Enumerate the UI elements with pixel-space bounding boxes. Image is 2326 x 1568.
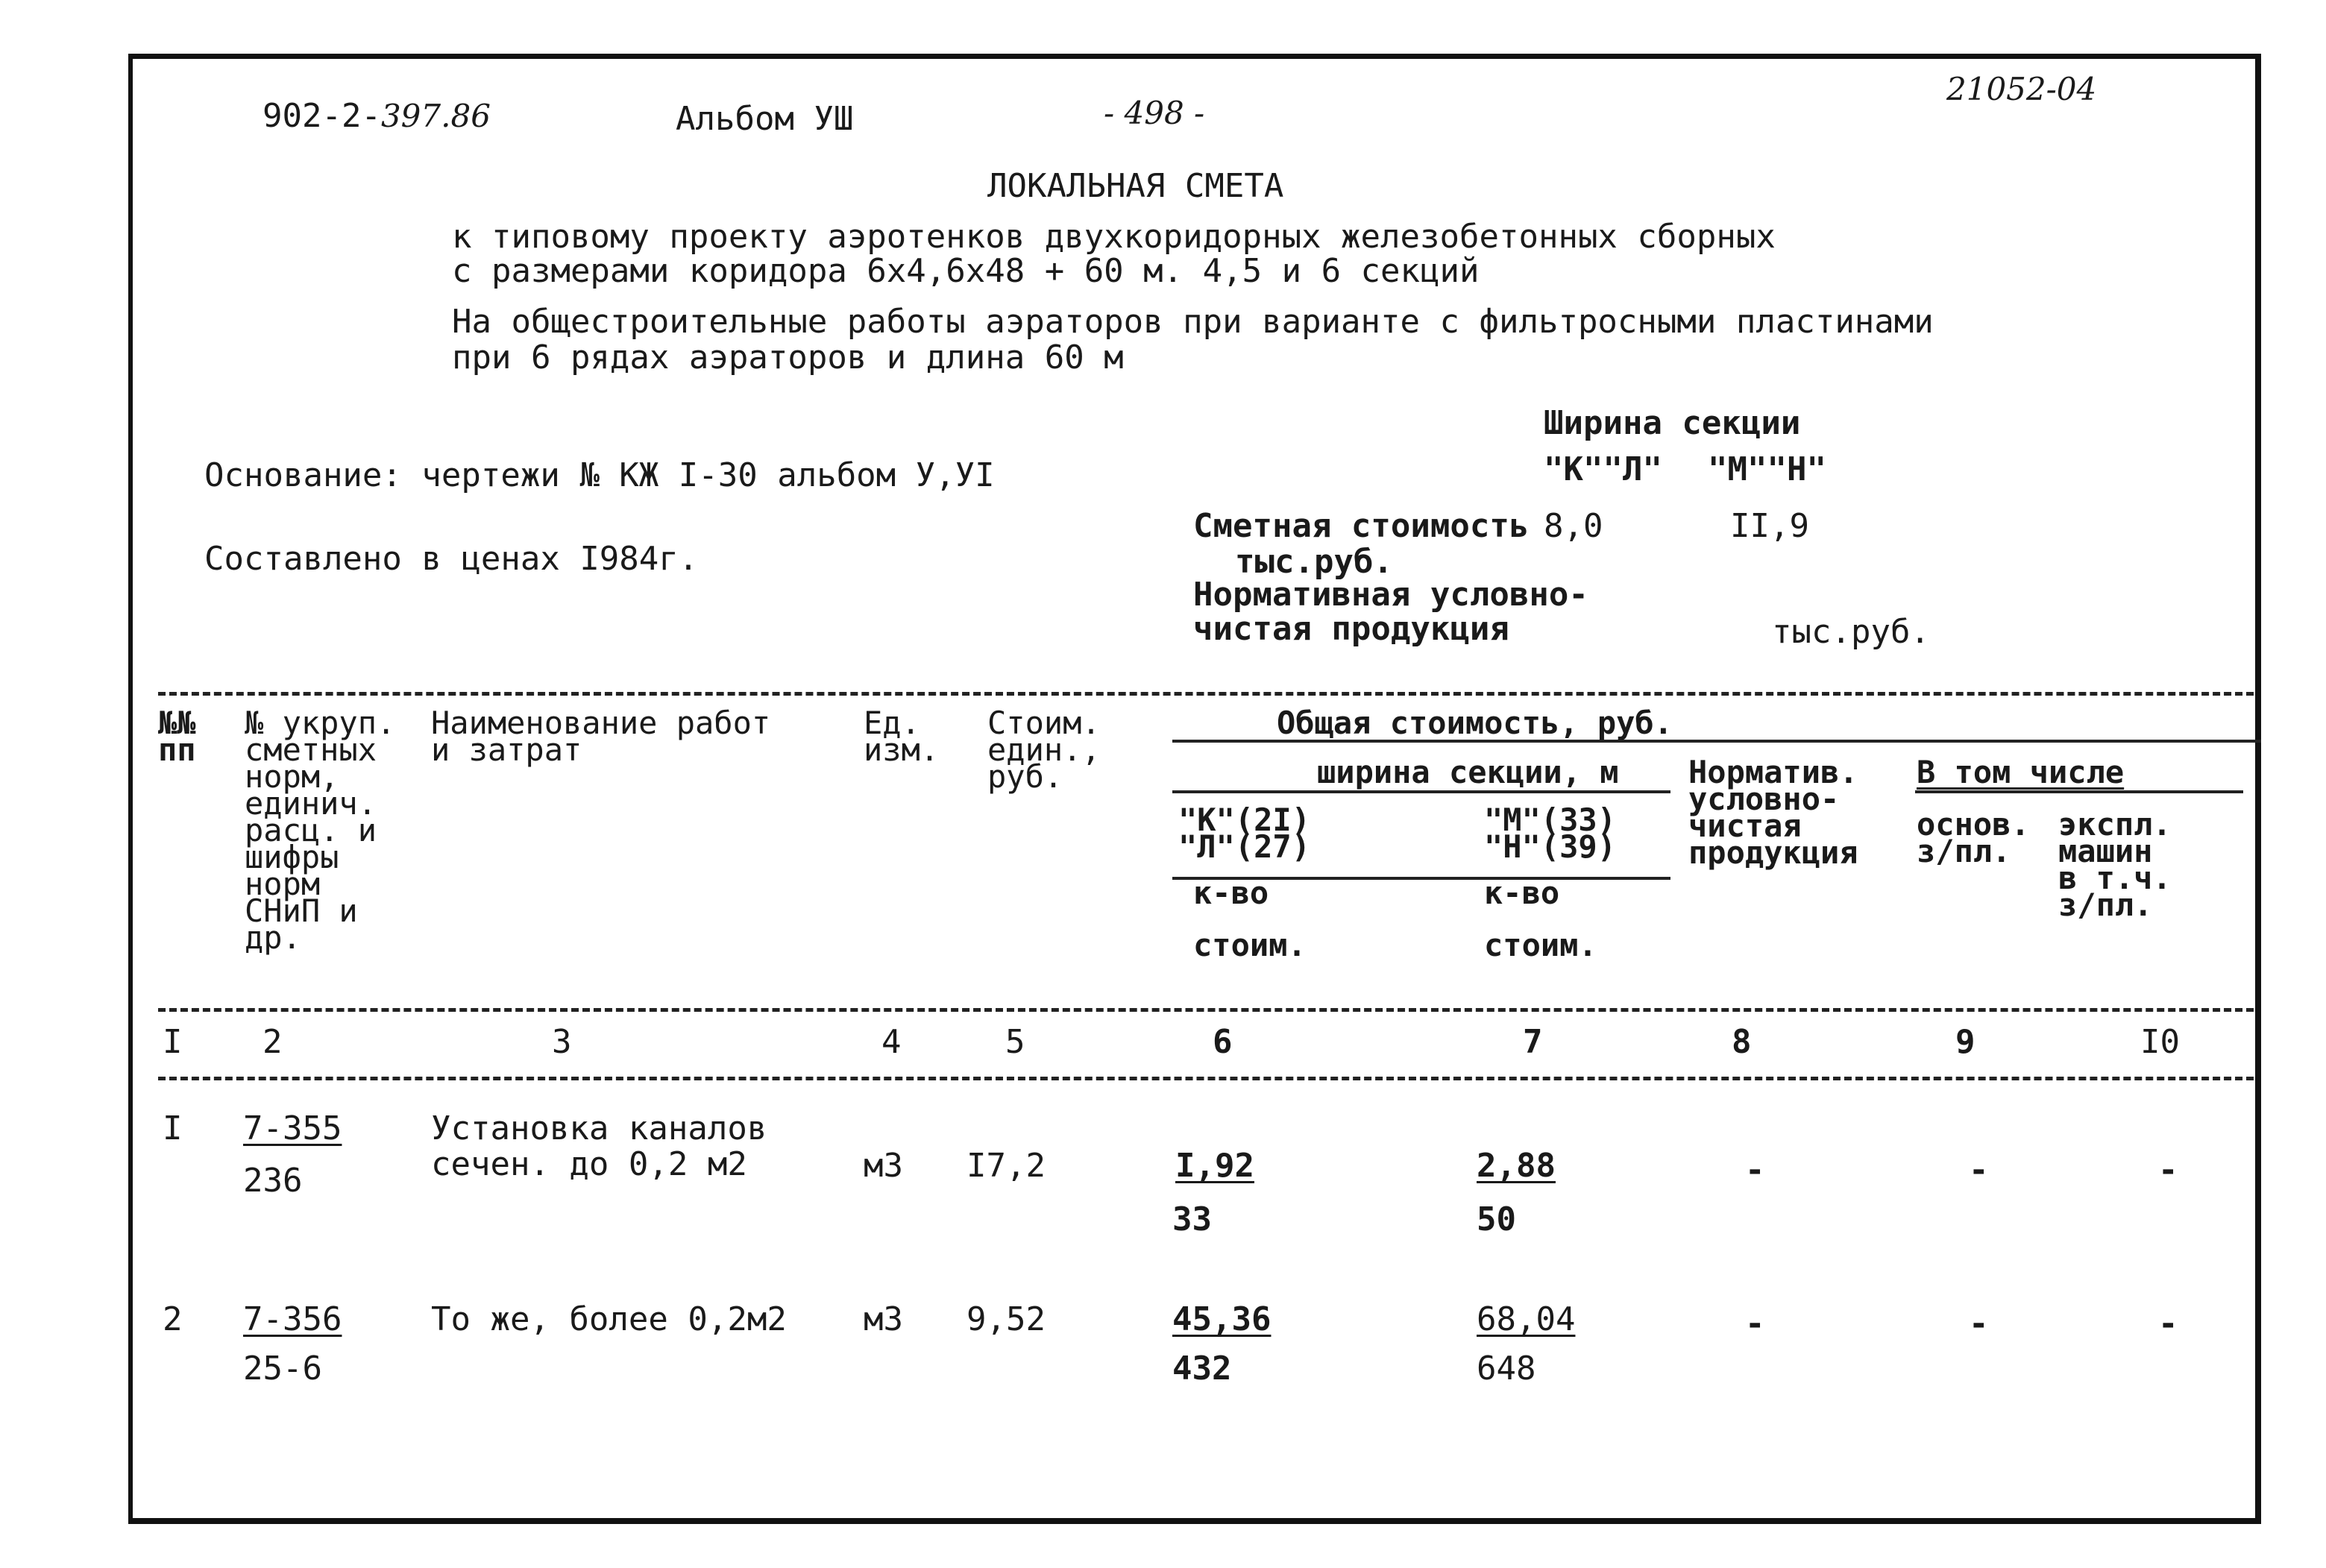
mn-cost: 648 [1477, 1350, 1536, 1388]
normative-label-2: чистая продукция [1193, 610, 1509, 648]
column-number-1: I [163, 1023, 183, 1061]
section-kl: "К""Л" [1544, 450, 1662, 488]
mn-quantity: 2,88 [1477, 1147, 1556, 1185]
header-total-cost: Общая стоимость, руб. [1277, 705, 1673, 741]
base-salary-value: - [1969, 1305, 1989, 1343]
section-mn: "М""Н" [1708, 450, 1826, 488]
unit: м3 [864, 1147, 903, 1185]
header-base-salary: основ. з/пл. [1917, 806, 2030, 869]
header-normative: Норматив. условно- чистая продукция [1688, 754, 1858, 871]
estimated-cost-unit: тыс.руб. [1235, 543, 1393, 581]
header-unit-cost: Стоим. един., руб. [987, 705, 1101, 795]
header-unit: Ед. изм. [864, 705, 940, 768]
base-salary-value: - [1969, 1151, 1989, 1189]
unit: м3 [864, 1300, 903, 1338]
header-machines: экспл. машин в т.ч. з/пл. [2058, 806, 2172, 923]
table-top-rule [158, 692, 2254, 696]
page-number: - 498 - [1104, 95, 1205, 131]
basis-text: Основание: чертежи № КЖ I-30 альбом У,УI [204, 456, 995, 494]
row-number: I [163, 1109, 183, 1147]
work-name: Установка каналов сечен. до 0,2 м2 [431, 1109, 767, 1183]
mn-cost: 50 [1477, 1200, 1516, 1238]
norm-code: 7-355 [243, 1109, 342, 1147]
column-number-8: 8 [1732, 1023, 1752, 1061]
header-row-number: №№ пп [158, 705, 196, 768]
kl-cost: 432 [1172, 1350, 1232, 1388]
normative-label-1: Нормативная условно- [1193, 576, 1588, 614]
kl-quantity: I,92 [1175, 1147, 1254, 1185]
work-name: То же, более 0,2м2 [431, 1300, 787, 1338]
column-number-9: 9 [1955, 1023, 1975, 1061]
prices-text: Составлено в ценах I984г. [204, 540, 699, 578]
unit-cost: 9,52 [966, 1300, 1046, 1338]
project-handwritten: 397.86 [380, 98, 491, 134]
column-number-3: 3 [552, 1023, 572, 1061]
header-section-width: ширина секции, м [1317, 754, 1619, 790]
norm-subcode: 25-6 [243, 1350, 322, 1388]
header-norm-code: № укруп. сметных норм, единич. расц. и шифры норм СНиП и др. [245, 705, 396, 956]
title-line-4: при 6 рядах аэраторов и длина 60 м [452, 339, 1124, 377]
estimated-cost-label: Сметная стоимость [1193, 507, 1530, 545]
section-width-rule [1172, 790, 1670, 793]
estimated-cost-mn: II,9 [1730, 507, 1809, 545]
document-title: ЛОКАЛЬНАЯ СМЕТА [987, 167, 1284, 205]
title-line-1: к типовому проекту аэротенков двухкоридорных железобетонных сборных [452, 218, 1776, 256]
unit-cost: I7,2 [966, 1147, 1046, 1185]
kl-cost: 33 [1172, 1200, 1212, 1238]
including-rule [1915, 790, 2243, 793]
header-kl: "К"(2I) "Л"(27) [1178, 802, 1311, 865]
column-numbers-top-rule [158, 1008, 2254, 1012]
machines-value: - [2158, 1151, 2178, 1189]
machines-value: - [2158, 1305, 2178, 1343]
normative-value: - [1745, 1151, 1765, 1189]
title-line-2: с размерами коридора 6х4,6х48 + 60 м. 4,5 и 6 секций [452, 252, 1480, 290]
normative-unit: тыс.руб. [1772, 613, 1930, 651]
section-width-label: Ширина секции [1544, 404, 1801, 442]
norm-code: 7-356 [243, 1300, 342, 1338]
header-including: В том числе [1917, 754, 2125, 790]
column-number-4: 4 [881, 1023, 902, 1061]
header-kl-qty: к-во [1193, 875, 1269, 911]
header-kl-cost: стоим. [1193, 927, 1307, 963]
norm-subcode: 236 [243, 1162, 303, 1200]
header-mn: "М"(33) "Н"(39) [1484, 802, 1617, 865]
document-number: 21052-04 [1946, 71, 2097, 107]
kl-quantity: 45,36 [1172, 1300, 1272, 1338]
project-number [263, 98, 491, 134]
row-number: 2 [163, 1300, 183, 1338]
header-work-name: Наименование работ и затрат [431, 705, 771, 768]
normative-value: - [1745, 1305, 1765, 1343]
column-number-10: I0 [2140, 1023, 2180, 1061]
header-mn-qty: к-во [1484, 875, 1560, 911]
column-number-2: 2 [263, 1023, 283, 1061]
column-number-7: 7 [1523, 1023, 1543, 1061]
column-number-6: 6 [1213, 1023, 1233, 1061]
title-line-3: На общестроительные работы аэраторов при варианте с фильтросными пластинами [452, 303, 1934, 341]
mn-quantity: 68,04 [1477, 1300, 1576, 1338]
estimated-cost-kl: 8,0 [1544, 507, 1603, 545]
header-mn-cost: стоим. [1484, 927, 1597, 963]
album-label: Альбом УШ [676, 100, 854, 138]
column-numbers-bottom-rule [158, 1077, 2254, 1080]
project-prefix: 902-2- [263, 97, 381, 135]
column-number-5: 5 [1005, 1023, 1025, 1061]
